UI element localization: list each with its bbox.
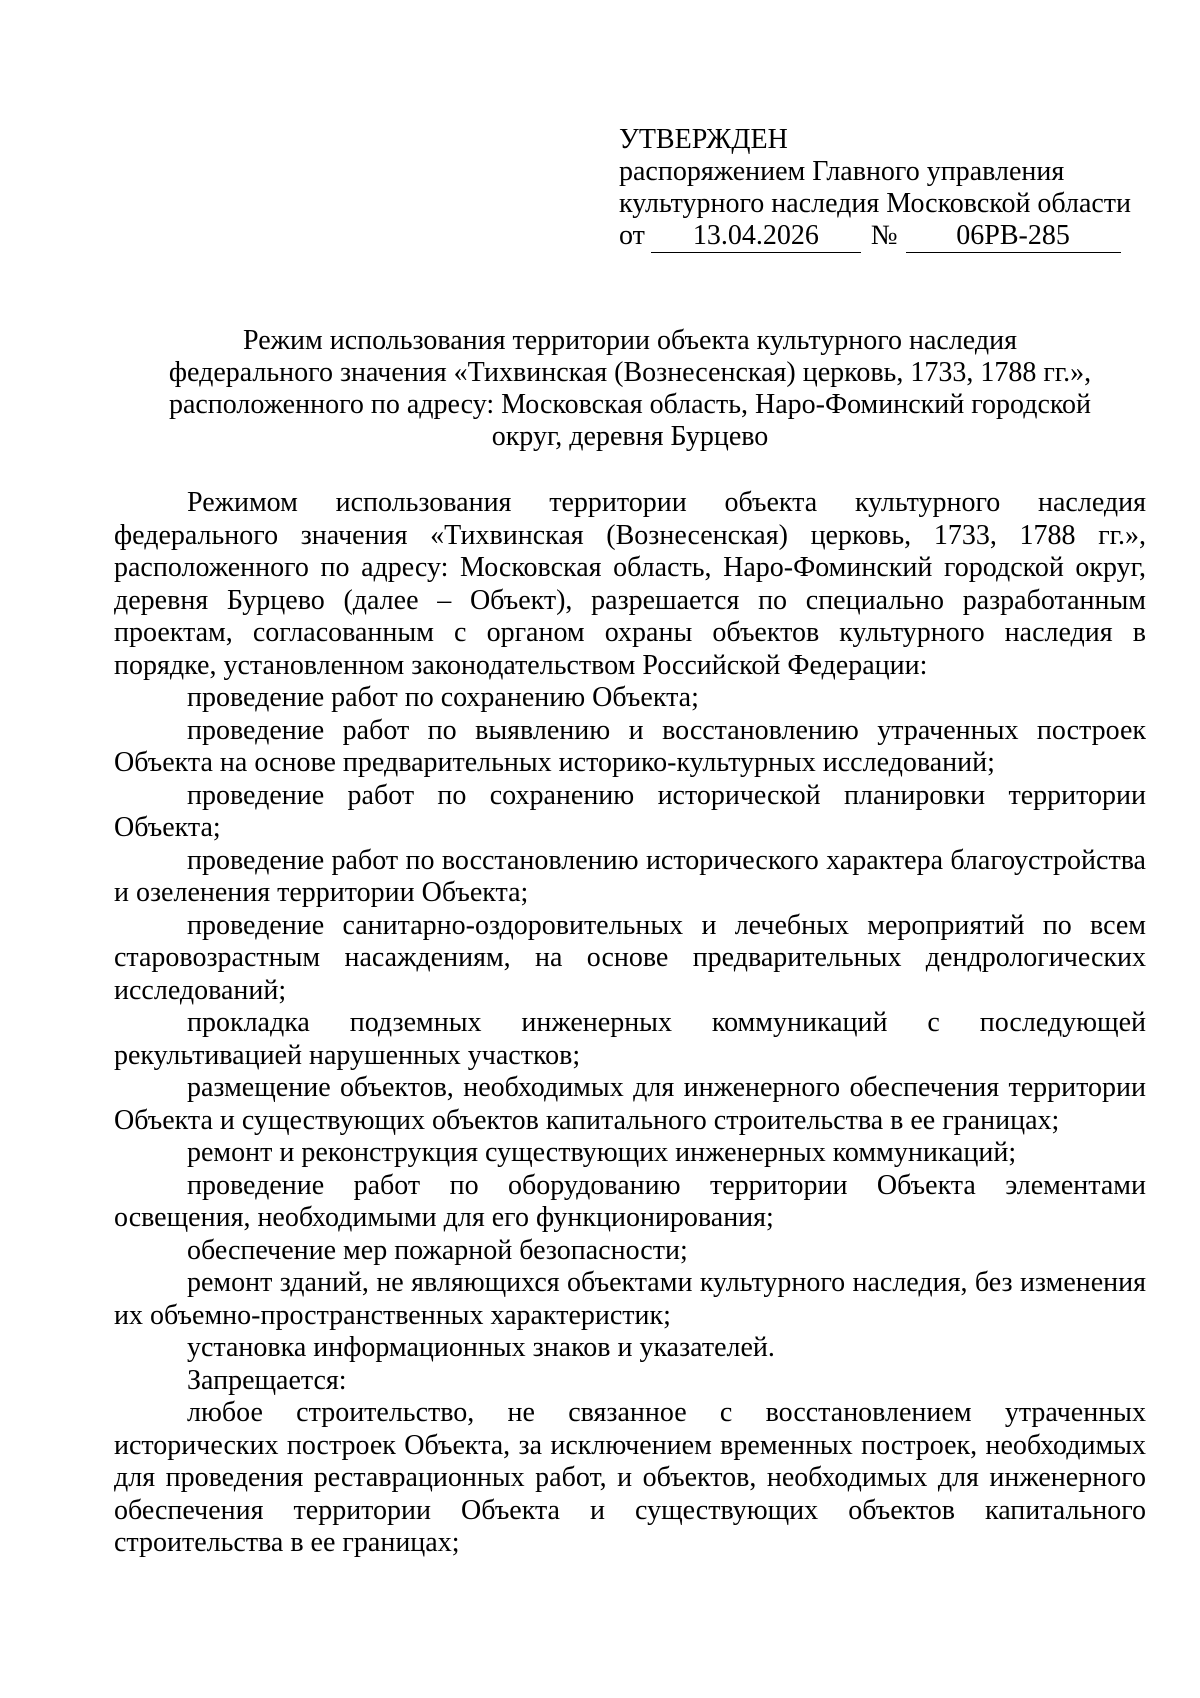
document-body: [114, 487, 1146, 1560]
approval-authority-line-2: культурного наследия Московской области: [619, 188, 1132, 219]
permitted-item: проведение санитарно-оздоровительных и лечебных мероприятий по всем старовозрастным насаждениям, на основе предварительных дендрологических исследований;: [114, 909, 1146, 1006]
permitted-item: проведение работ по оборудованию территории Объекта элементами освещения, необходимыми для его функционирования;: [114, 1169, 1146, 1233]
approval-date: 13.04.2026: [651, 221, 861, 253]
title-line-4: округ, деревня Бурцево: [491, 421, 769, 452]
permitted-item: проведение работ по выявлению и восстановлению утраченных построек Объекта на основе предварительных историко-культурных исследований;: [114, 714, 1146, 778]
permitted-item: установка информационных знаков и указателей.: [187, 1332, 775, 1363]
document-title: [114, 325, 1146, 453]
title-line-3: расположенного по адресу: Московская область, Наро-Фоминский городской: [168, 389, 1092, 420]
prohibited-item: любое строительство, не связанное с восстановлением утраченных исторических построек Объекта, за исключением временных построек, необходимых для проведения реставрационных работ, и объектов, необходимых для инженерного обеспечения территории Объекта и существующих объектов капитального строительства в ее границах;: [114, 1397, 1146, 1558]
permitted-item: проведение работ по восстановлению исторического характера благоустройства и озеленения территории Объекта;: [114, 844, 1146, 908]
approval-date-line: [619, 220, 1139, 253]
date-prefix: от: [619, 220, 645, 251]
permitted-item: проведение работ по сохранению Объекта;: [187, 682, 699, 713]
number-sign: №: [870, 220, 898, 251]
approval-block: [619, 124, 1139, 253]
title-line-2: федерального значения «Тихвинская (Вознесенская) церковь, 1733, 1788 гг.»,: [168, 357, 1092, 388]
intro-paragraph: Режимом использования территории объекта культурного наследия федерального значения «Тихвинская (Вознесенская) церковь, 1733, 1788 гг.», расположенного по адресу: Московская область, Наро-Фоминский городской округ, деревня Бурцево (далее – Объект), разрешается по специально разработанным проектам, согласованным с органом охраны объектов культурного наследия в порядке, установленном законодательством Российской Федерации:: [114, 487, 1146, 681]
permitted-item: размещение объектов, необходимых для инженерного обеспечения территории Объекта и существующих объектов капитального строительства в ее границах;: [114, 1072, 1146, 1136]
permitted-item: ремонт и реконструкция существующих инженерных коммуникаций;: [187, 1137, 1017, 1168]
approval-heading: УТВЕРЖДЕН: [619, 124, 788, 155]
title-line-1: Режим использования территории объекта культурного наследия: [243, 325, 1017, 356]
permitted-item: проведение работ по сохранению исторической планировки территории Объекта;: [114, 779, 1146, 843]
prohibited-heading: Запрещается:: [187, 1364, 347, 1396]
permitted-item: обеспечение мер пожарной безопасности;: [187, 1234, 688, 1266]
approval-number: 06РВ-285: [906, 221, 1121, 253]
permitted-item: ремонт зданий, не являющихся объектами культурного наследия, без изменения их объемно-пространственных характеристик;: [114, 1267, 1146, 1331]
approval-authority-line-1: распоряжением Главного управления: [619, 156, 1065, 187]
permitted-item: прокладка подземных инженерных коммуникаций с последующей рекультивацией нарушенных участков;: [114, 1007, 1146, 1071]
